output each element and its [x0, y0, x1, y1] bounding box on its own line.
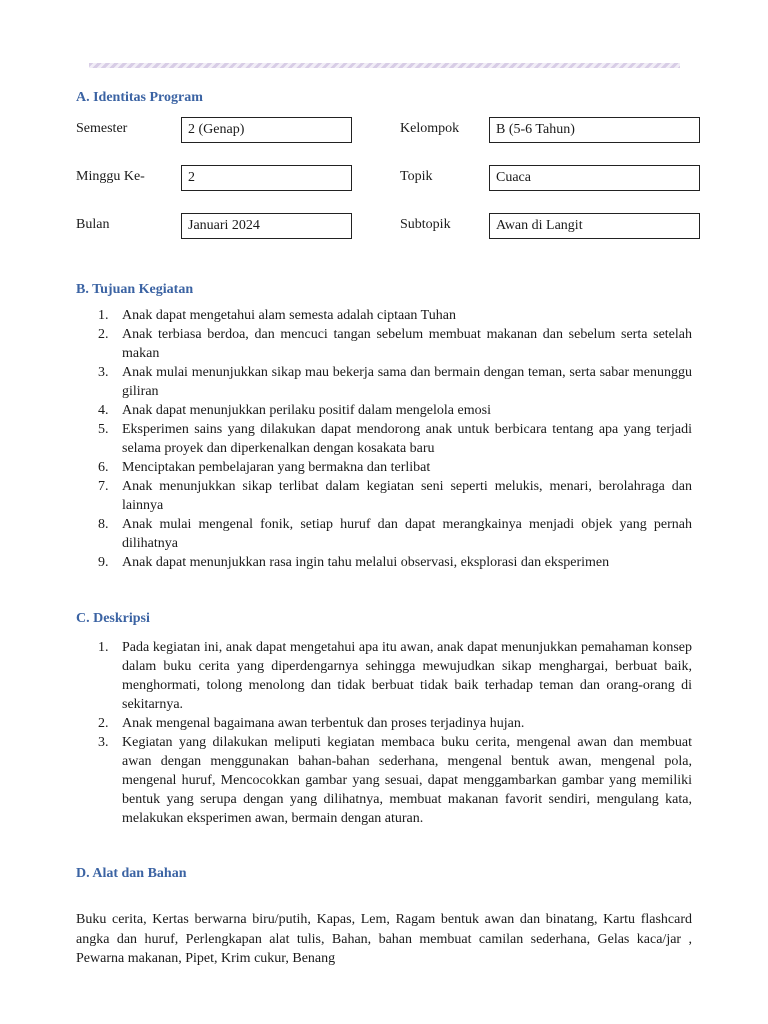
tujuan-list [76, 306, 692, 572]
subtopik-label: Subtopik [400, 217, 451, 232]
minggu-field[interactable]: 2 [181, 165, 352, 191]
decorative-top-rule [89, 63, 680, 68]
list-item [76, 553, 692, 572]
list-item [76, 477, 692, 515]
kelompok-field[interactable]: B (5-6 Tahun) [489, 117, 700, 143]
list-item [76, 458, 692, 477]
topik-label: Topik [400, 169, 433, 184]
list-number: 2. [98, 716, 109, 731]
bulan-field[interactable]: Januari 2024 [181, 213, 352, 239]
list-number: 8. [98, 517, 109, 532]
deskripsi-list [76, 638, 692, 828]
list-number: 4. [98, 403, 109, 418]
list-text: Anak mulai mengenal fonik, setiap huruf dan dapat merangkainya menjadi objek yang pernah dilihatnya [122, 517, 692, 551]
list-item [76, 420, 692, 458]
list-text: Anak dapat menunjukkan rasa ingin tahu melalui observasi, eksplorasi dan eksperimen [122, 555, 610, 570]
alat-bahan-text: Buku cerita, Kertas berwarna biru/putih, Kapas, Lem, Ragam bentuk awan dan binatang, Kartu flashcard angka dan huruf, Perlengkapan alat tulis, Bahan, bahan membuat camilan sederhana, Gelas kaca/jar , Pewarna makanan, Pipet, Krim cukur, Benang [76, 912, 692, 966]
list-text: Menciptakan pembelajaran yang bermakna dan terlibat [122, 460, 431, 475]
list-number: 1. [98, 640, 109, 655]
list-text: Kegiatan yang dilakukan meliputi kegiatan membaca buku cerita, mengenal awan dan membuat awan dengan menggunakan bahan-bahan sederhana, mengenal bentuk awan, mengenal pola, mengenal huruf, Mencocokkan gambar yang sesuai, dapat menggambarkan gambar yang memiliki bentuk yang serupa dengan yang dilihatnya, membuat makanan favorit sendiri, mengulang kata, melakukan eksperimen awan, bermain dengan aturan. [122, 735, 692, 826]
section-b-heading: B. Tujuan Kegiatan [76, 282, 194, 297]
list-number: 3. [98, 365, 109, 380]
list-item [76, 363, 692, 401]
semester-field[interactable]: 2 (Genap) [181, 117, 352, 143]
list-number: 2. [98, 327, 109, 342]
list-item [76, 714, 692, 733]
list-item [76, 401, 692, 420]
list-number: 3. [98, 735, 109, 750]
list-number: 7. [98, 479, 109, 494]
list-item [76, 306, 692, 325]
topik-field[interactable]: Cuaca [489, 165, 700, 191]
list-item [76, 515, 692, 553]
list-number: 9. [98, 555, 109, 570]
list-text: Anak dapat mengetahui alam semesta adalah ciptaan Tuhan [122, 308, 456, 323]
minggu-label: Minggu Ke- [76, 169, 145, 184]
list-text: Pada kegiatan ini, anak dapat mengetahui apa itu awan, anak dapat menunjukkan pemahaman konsep dalam buku cerita yang diperdengarnya sehingga mewujudkan sikap menghargai, berbuat baik, menghormati, tolong menolong dan tidak berbuat tidak baik terhadap teman dan orang-orang di sekitarnya. [122, 640, 692, 712]
bulan-label: Bulan [76, 217, 110, 232]
list-item [76, 733, 692, 828]
list-number: 1. [98, 308, 109, 323]
list-text: Anak menunjukkan sikap terlibat dalam kegiatan seni seperti melukis, menari, berolahraga dan lainnya [122, 479, 692, 513]
list-text: Anak mengenal bagaimana awan terbentuk dan proses terjadinya hujan. [122, 716, 525, 731]
section-d-heading: D. Alat dan Bahan [76, 866, 187, 881]
section-a-heading: A. Identitas Program [76, 90, 203, 105]
list-item [76, 325, 692, 363]
section-c-heading: C. Deskripsi [76, 611, 150, 626]
list-text: Eksperimen sains yang dilakukan dapat mendorong anak untuk berbicara tentang apa yang terjadi selama proyek dan diperkenalkan dengan kosakata baru [122, 422, 692, 456]
list-text: Anak dapat menunjukkan perilaku positif dalam mengelola emosi [122, 403, 491, 418]
subtopik-field[interactable]: Awan di Langit [489, 213, 700, 239]
list-text: Anak terbiasa berdoa, dan mencuci tangan sebelum membuat makanan dan sebelum serta setelah makan [122, 327, 692, 361]
list-number: 6. [98, 460, 109, 475]
list-text: Anak mulai menunjukkan sikap mau bekerja sama dan bermain dengan teman, serta sabar menunggu giliran [122, 365, 692, 399]
list-item [76, 638, 692, 714]
semester-label: Semester [76, 121, 128, 136]
list-number: 5. [98, 422, 109, 437]
kelompok-label: Kelompok [400, 121, 460, 136]
